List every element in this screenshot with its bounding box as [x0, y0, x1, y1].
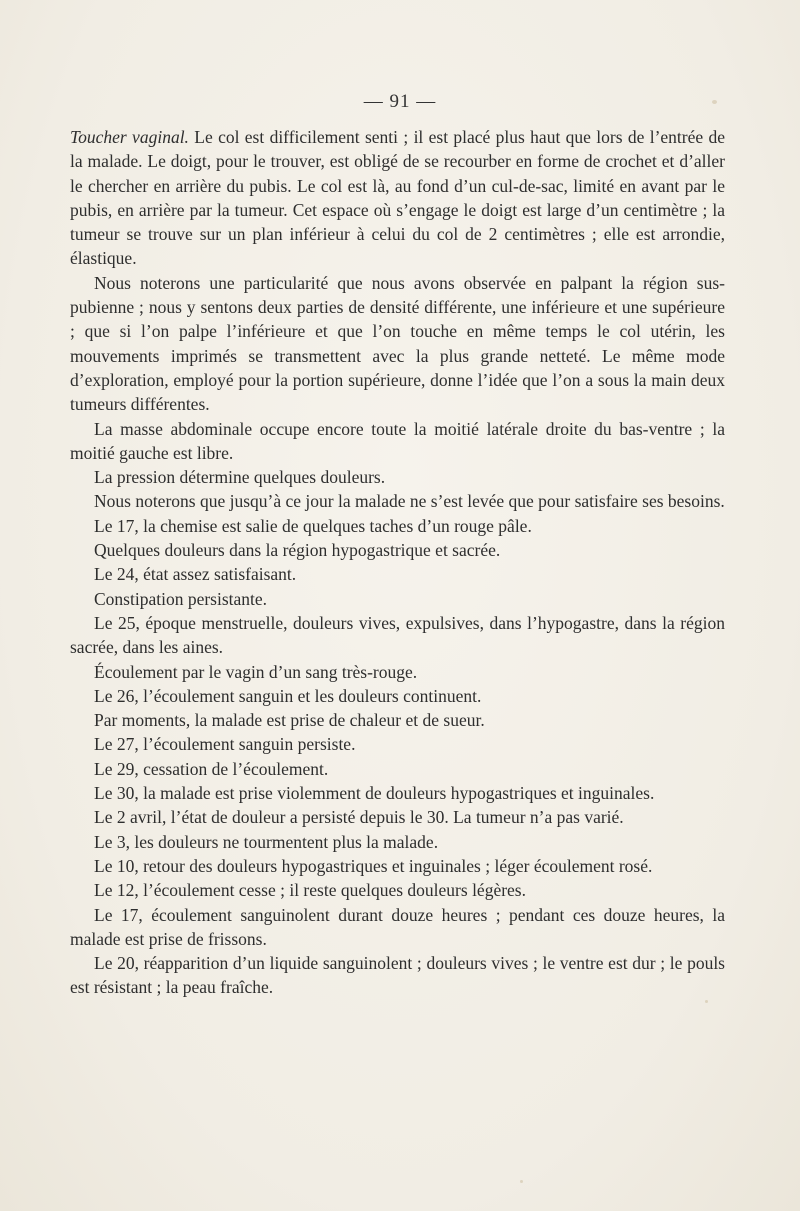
paragraph: Quelques douleurs dans la région hypogastrique et sacrée. — [94, 540, 501, 561]
paragraph: Constipation persistante. — [94, 588, 268, 609]
paragraph: Le 27, l’écoulement sanguin persiste. — [94, 734, 356, 755]
page-number: — 91 — — [363, 91, 437, 112]
section-lead: Toucher vaginal. — [70, 127, 189, 147]
paragraph: Le 26, l’écoulement sanguin et les douleurs continuent. — [94, 685, 482, 706]
paragraph: La pression détermine quelques douleurs. — [94, 467, 386, 488]
paragraph: Le 2 avril, l’état de douleur a persisté depuis le 30. La tumeur n’a pas varié. — [94, 807, 624, 828]
paper-speck — [520, 1180, 523, 1183]
paragraph: Nous noterons que jusqu’à ce jour la malade ne s’est levée que pour satisfaire ses besoins. — [94, 491, 725, 512]
paragraph: Le 3, les douleurs ne tourmentent plus la malade. — [94, 831, 439, 852]
paragraph: Le 17, la chemise est salie de quelques taches d’un rouge pâle. — [94, 515, 532, 536]
paragraph: Le 20, réapparition d’un liquide sanguinolent ; douleurs vives ; le ventre est dur ; le pouls est résistant ; la peau fraîche. — [70, 953, 725, 998]
paragraph: Le 10, retour des douleurs hypogastriques et inguinales ; léger écoulement rosé. — [94, 855, 653, 876]
paragraph: Le 29, cessation de l’écoulement. — [94, 758, 329, 779]
paragraph: Le 24, état assez satisfaisant. — [94, 564, 297, 585]
paragraph: Le 12, l’écoulement cesse ; il reste quelques douleurs légères. — [94, 880, 526, 901]
paper-speck — [705, 1000, 708, 1003]
paragraph: Le 17, écoulement sanguinolent durant douze heures ; pendant ces douze heures, la malade est prise de frissons. — [70, 904, 725, 949]
paragraph: Écoulement par le vagin d’un sang très-rouge. — [94, 661, 418, 682]
paper-speck — [712, 100, 717, 104]
paragraph — [70, 125, 725, 271]
paragraph: Le 30, la malade est prise violemment de douleurs hypogastriques et inguinales. — [94, 783, 655, 804]
paragraph-text: Le col est difficilement senti ; il est placé plus haut que lors de l’entrée de la malade. Le doigt, pour le trouver, est obligé de se recourber en forme de crochet et d’aller le chercher en arrière du pubis. Le col est là, au fond d’un cul-de-sac, limité en avant par le pubis, en arrière par la tumeur. Cet espace où s’engage le doigt est large d’un centimètre ; la tumeur se trouve sur un plan inférieur à celui du col de 2 centimètres ; elle est arrondie, élastique. — [70, 127, 725, 269]
paragraph: La masse abdominale occupe encore toute la moitié latérale droite du bas-ventre ; la moitié gauche est libre. — [70, 418, 725, 463]
paragraph: Nous noterons une particularité que nous avons observée en palpant la région sus-pubienne ; nous y sentons deux parties de densité différente, une inférieure et une supérieure ; que si l’on palpe l’inférieure et que l’on touche en même temps le col utérin, les mouvements imprimés se transmettent avec la plus grande netteté. Le même mode d’exploration, employé pour la portion supérieure, donne l’idée que l’on a sous la main deux tumeurs différentes. — [70, 272, 725, 415]
paragraph: Par moments, la malade est prise de chaleur et de sueur. — [94, 710, 485, 731]
page-body — [70, 125, 725, 1000]
paragraph: Le 25, époque menstruelle, douleurs vives, expulsives, dans l’hypogastre, dans la région sacrée, dans les aines. — [70, 612, 725, 658]
